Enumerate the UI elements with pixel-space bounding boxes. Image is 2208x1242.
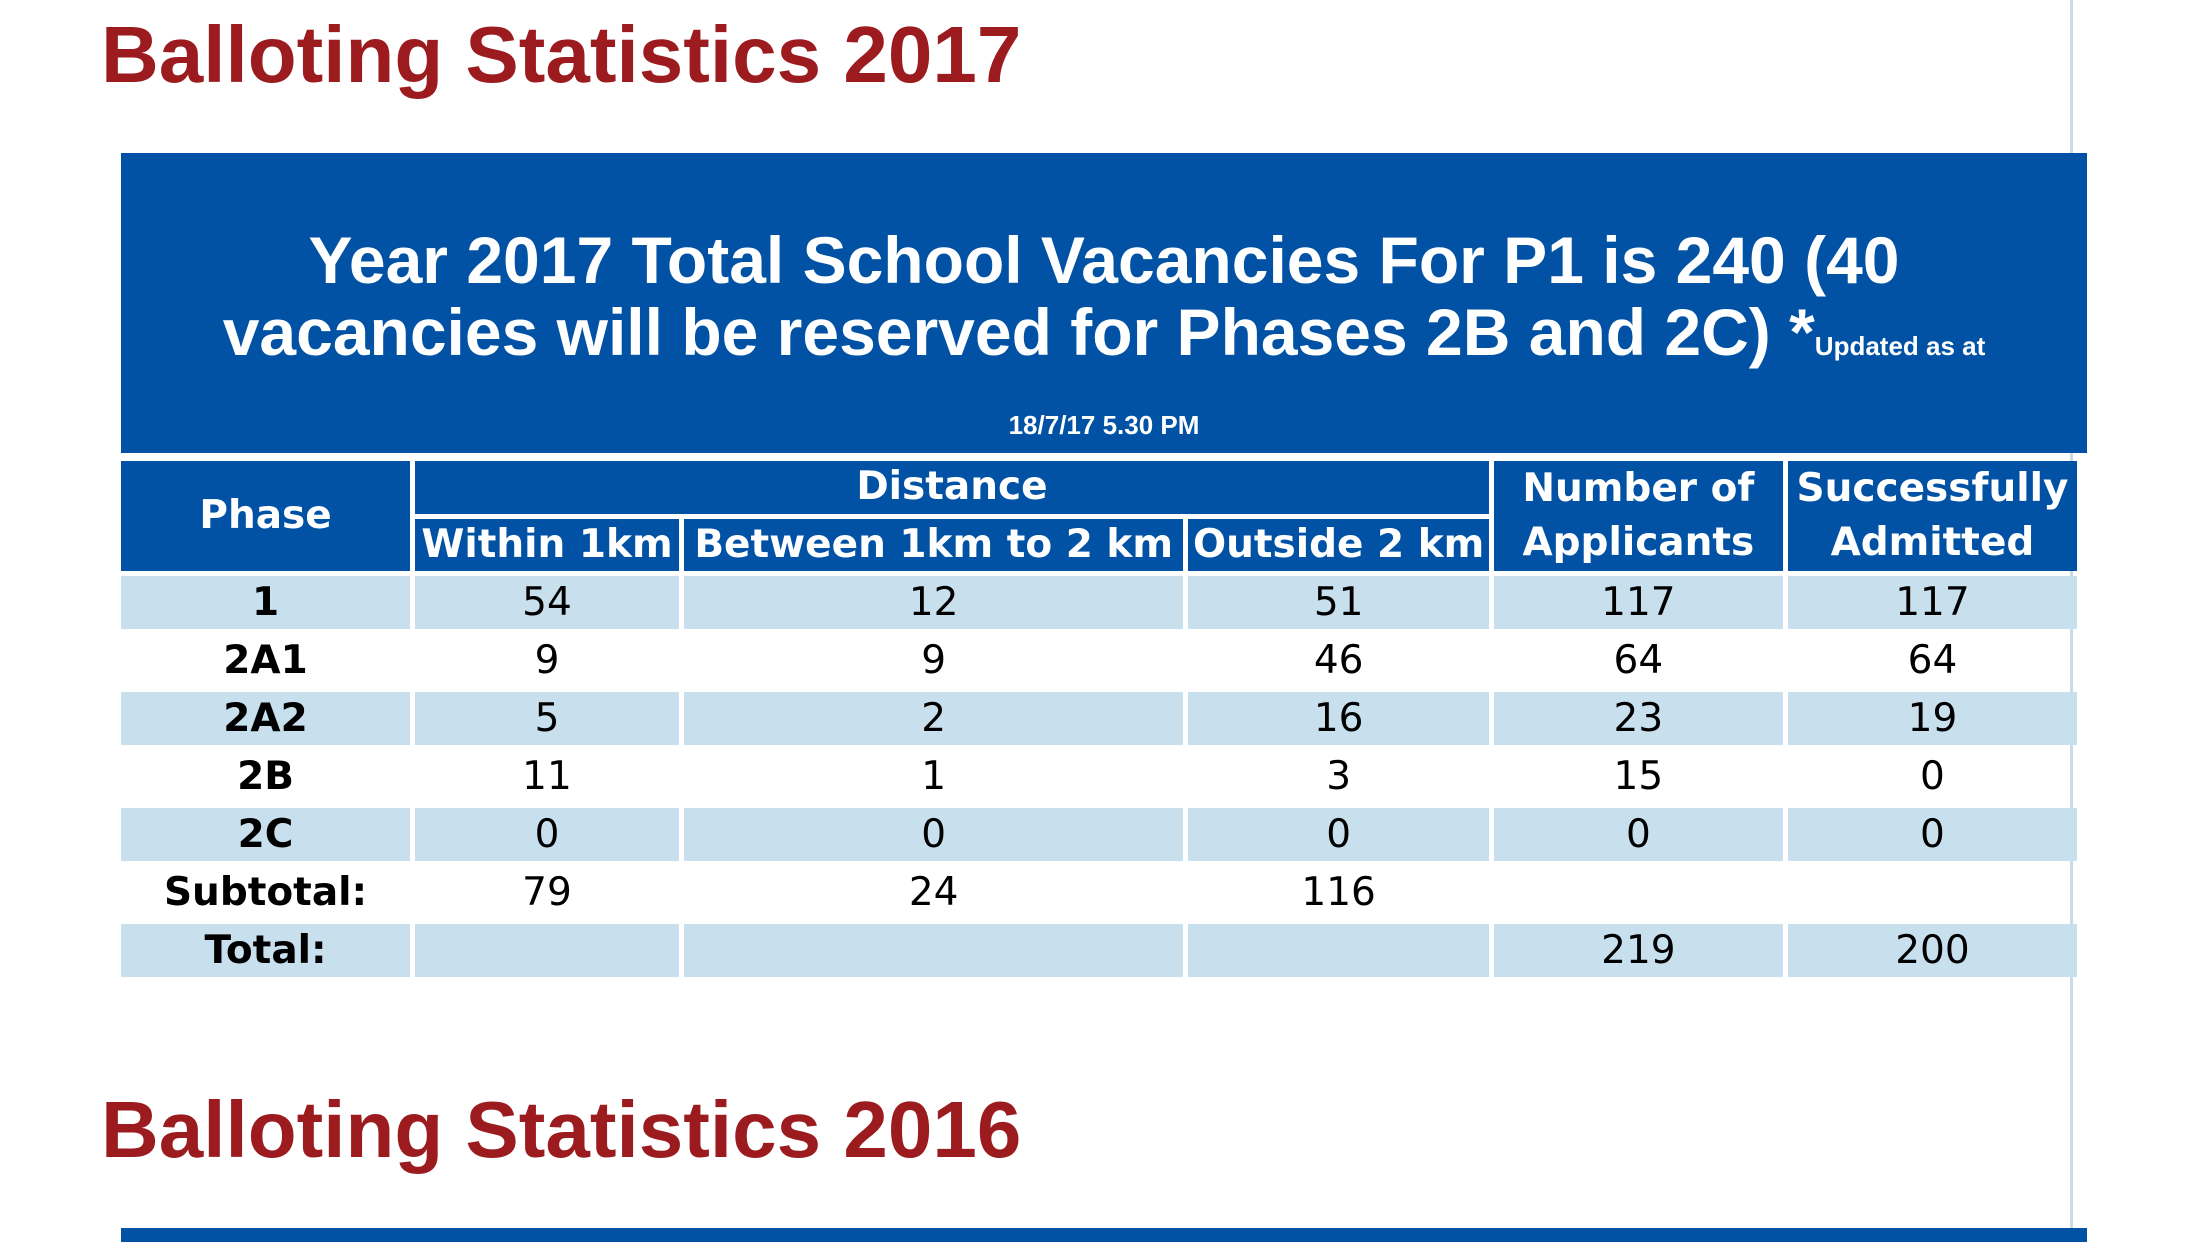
balloting-table-2017 bbox=[116, 456, 2082, 982]
cell-phase: 2A1 bbox=[223, 638, 308, 683]
table-row bbox=[121, 808, 2077, 861]
table-row bbox=[121, 692, 2077, 745]
cell-applicants: 219 bbox=[1494, 924, 1783, 977]
cell-within: 5 bbox=[415, 692, 679, 745]
cell-phase: 2A2 bbox=[121, 692, 410, 745]
cell-between: 2 bbox=[684, 692, 1184, 745]
header-between-1-2km: Between 1km to 2 km bbox=[684, 519, 1184, 572]
header-applicants: Number of Applicants bbox=[1494, 461, 1783, 571]
cell-admitted: 0 bbox=[1788, 808, 2077, 861]
cell-admitted: 117 bbox=[1788, 576, 2077, 629]
vacancies-banner bbox=[121, 153, 2087, 453]
header-phase: Phase bbox=[121, 461, 410, 571]
cell-outside bbox=[1188, 924, 1488, 977]
cell-admitted: 64 bbox=[1907, 638, 1958, 683]
cell-within: 54 bbox=[415, 576, 679, 629]
cell-applicants: 117 bbox=[1494, 576, 1783, 629]
next-table-header-bar bbox=[121, 1228, 2087, 1242]
cell-applicants: 64 bbox=[1613, 638, 1664, 683]
cell-between: 0 bbox=[684, 808, 1184, 861]
cell-between: 9 bbox=[921, 638, 947, 683]
heading-2017: Balloting Statistics 2017 bbox=[101, 10, 1022, 99]
updated-label: Updated as at bbox=[1814, 331, 1986, 361]
cell-outside: 46 bbox=[1313, 638, 1364, 683]
cell-outside: 3 bbox=[1326, 754, 1352, 799]
table-row bbox=[121, 576, 2077, 629]
cell-outside: 51 bbox=[1188, 576, 1488, 629]
cell-within: 9 bbox=[534, 638, 560, 683]
heading-2016: Balloting Statistics 2016 bbox=[101, 1085, 1022, 1174]
cell-phase: 2C bbox=[121, 808, 410, 861]
total-row bbox=[121, 924, 2077, 977]
cell-outside: 16 bbox=[1188, 692, 1488, 745]
cell-outside: 0 bbox=[1188, 808, 1488, 861]
banner-line-1: Year 2017 Total School Vacancies For P1 is 240 (40 bbox=[308, 223, 1900, 297]
cell-admitted: 200 bbox=[1788, 924, 2077, 977]
cell-between bbox=[684, 924, 1184, 977]
cell-phase: 2B bbox=[237, 754, 294, 799]
cell-within: 11 bbox=[522, 754, 572, 799]
table-row bbox=[121, 750, 2077, 803]
cell-phase: Subtotal: bbox=[163, 870, 368, 915]
cell-outside: 116 bbox=[1301, 870, 1376, 915]
cell-admitted: 19 bbox=[1788, 692, 2077, 745]
cell-phase: 1 bbox=[121, 576, 410, 629]
banner-line-2 bbox=[121, 295, 2087, 383]
cell-admitted bbox=[1788, 866, 2077, 919]
cell-applicants: 0 bbox=[1494, 808, 1783, 861]
cell-applicants bbox=[1494, 866, 1783, 919]
cell-admitted: 0 bbox=[1920, 754, 1945, 799]
table-row bbox=[121, 634, 2077, 687]
banner-line-2-text: vacancies will be reserved for Phases 2B and 2C) * bbox=[222, 295, 1815, 369]
cell-within: 79 bbox=[522, 870, 572, 915]
cell-between: 24 bbox=[908, 870, 959, 915]
cell-phase: Total: bbox=[121, 924, 410, 977]
cell-applicants: 23 bbox=[1494, 692, 1783, 745]
cell-between: 1 bbox=[921, 754, 947, 799]
subtotal-row bbox=[121, 866, 2077, 919]
cell-within: 0 bbox=[415, 808, 679, 861]
header-admitted: Successfully Admitted bbox=[1788, 461, 2077, 571]
cell-within bbox=[415, 924, 679, 977]
header-within-1km: Within 1km bbox=[415, 519, 679, 572]
updated-date: 18/7/17 5.30 PM bbox=[1008, 410, 1200, 440]
cell-between: 12 bbox=[684, 576, 1184, 629]
cell-applicants: 15 bbox=[1613, 754, 1664, 799]
header-outside-2km: Outside 2 km bbox=[1188, 519, 1488, 572]
header-distance: Distance bbox=[415, 461, 1489, 514]
